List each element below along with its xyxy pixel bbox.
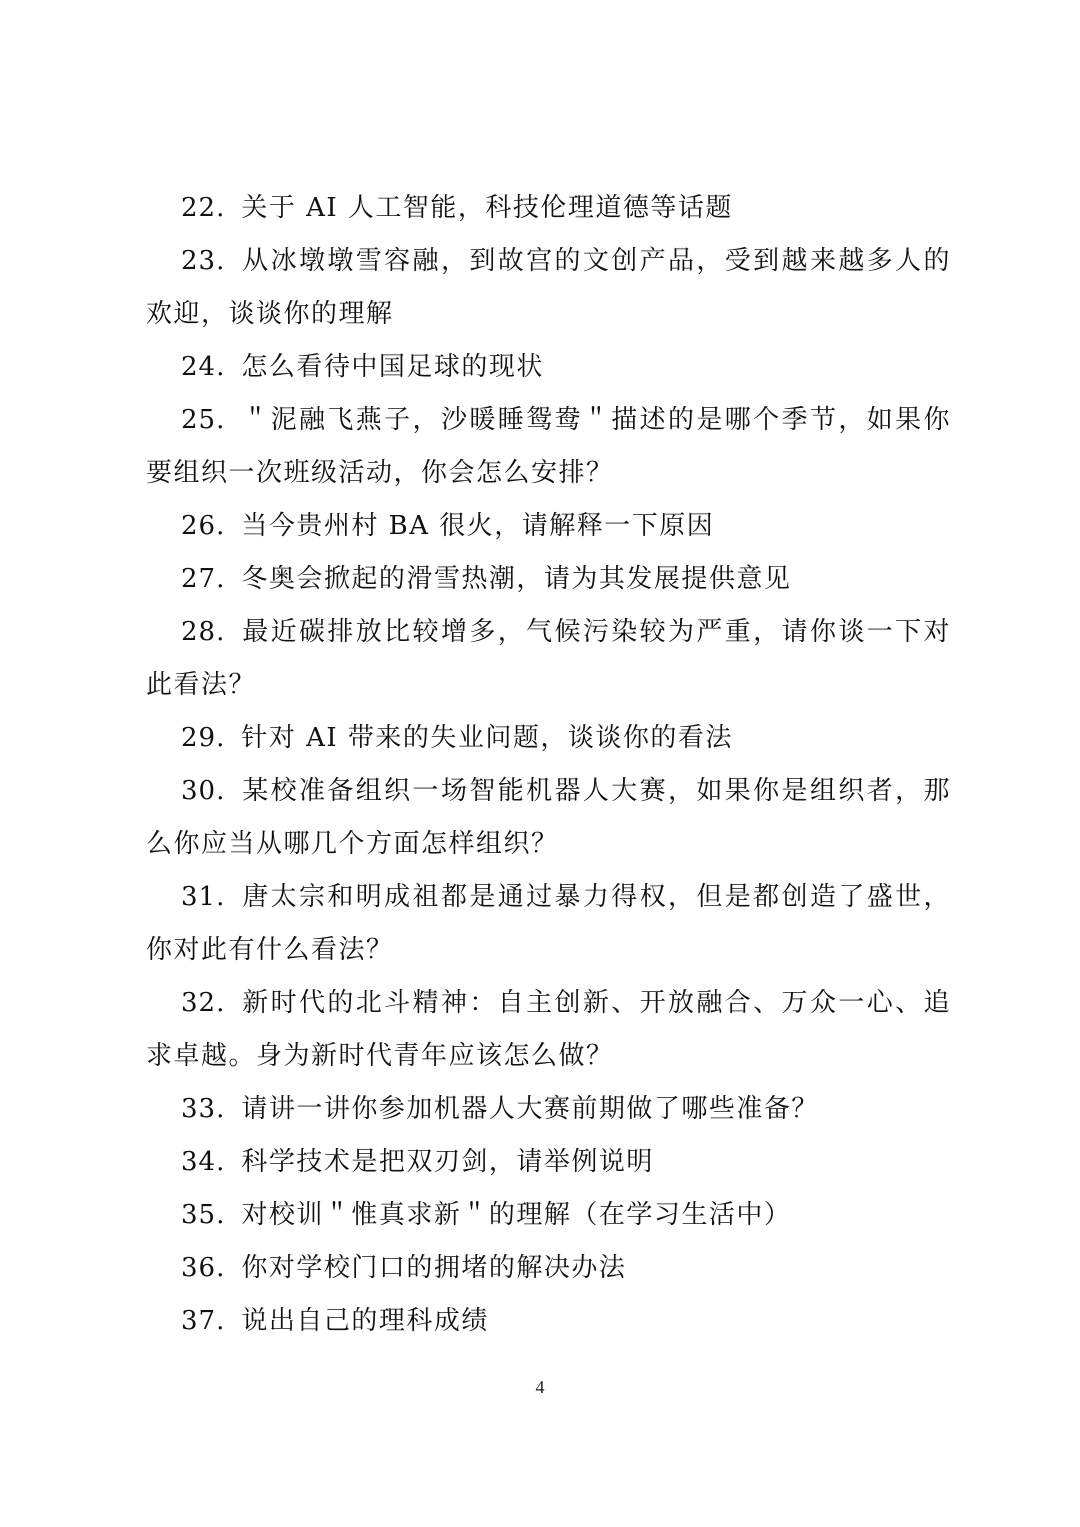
question-item (146, 765, 951, 871)
question-item (146, 712, 951, 765)
question-item (146, 1242, 951, 1295)
page-number: 4 (535, 1377, 545, 1397)
question-item (146, 1083, 951, 1136)
question-text: 对校训＂惟真求新＂的理解（在学习生活中） (241, 1200, 792, 1230)
question-text: 冬奥会掀起的滑雪热潮，请为其发展提供意见 (241, 564, 792, 594)
question-item (146, 553, 951, 606)
question-number: 25. (181, 405, 226, 435)
question-number: 32. (181, 988, 226, 1018)
question-text: 请讲一讲你参加机器人大赛前期做了哪些准备？ (241, 1094, 819, 1124)
question-number: 22. (181, 193, 226, 223)
question-text: 最近碳排放比较增多，气候污染较为严重，请你谈一下对此看法？ (146, 617, 951, 700)
question-item (146, 606, 951, 712)
question-text: 从冰墩墩雪容融，到故宫的文创产品，受到越来越多人的欢迎，谈谈你的理解 (146, 246, 951, 329)
question-number: 23. (181, 246, 226, 276)
question-text: 怎么看待中国足球的现状 (241, 352, 544, 382)
question-item (146, 182, 951, 235)
question-text: 科学技术是把双刃剑，请举例说明 (241, 1147, 654, 1177)
question-number: 37. (181, 1306, 226, 1336)
question-item (146, 977, 951, 1083)
question-number: 30. (181, 776, 226, 806)
question-number: 36. (181, 1253, 226, 1283)
question-item (146, 235, 951, 341)
question-number: 26. (181, 511, 226, 541)
question-item (146, 1189, 951, 1242)
question-item (146, 394, 951, 500)
question-text: 关于 AI 人工智能，科技伦理道德等话题 (241, 193, 733, 223)
question-number: 24. (181, 352, 226, 382)
question-number: 34. (181, 1147, 226, 1177)
question-text: 某校准备组织一场智能机器人大赛，如果你是组织者，那么你应当从哪几个方面怎样组织？ (146, 776, 951, 859)
question-number: 29. (181, 723, 226, 753)
question-item (146, 341, 951, 394)
question-item (146, 871, 951, 977)
question-number: 28. (181, 617, 226, 647)
question-number: 31. (181, 882, 226, 912)
question-item (146, 500, 951, 553)
question-number: 35. (181, 1200, 226, 1230)
question-text: 当今贵州村 BA 很火，请解释一下原因 (241, 511, 715, 541)
question-text: 唐太宗和明成祖都是通过暴力得权，但是都创造了盛世，你对此有什么看法？ (146, 882, 951, 965)
question-text: ＂泥融飞燕子，沙暖睡鸳鸯＂描述的是哪个季节，如果你要组织一次班级活动，你会怎么安排？ (146, 405, 951, 488)
question-text: 你对学校门口的拥堵的解决办法 (241, 1253, 627, 1283)
question-list (146, 182, 951, 1348)
question-number: 33. (181, 1094, 226, 1124)
question-item (146, 1295, 951, 1348)
question-text: 说出自己的理科成绩 (241, 1306, 489, 1336)
question-number: 27. (181, 564, 226, 594)
question-text: 新时代的北斗精神：自主创新、开放融合、万众一心、追求卓越。身为新时代青年应该怎么做？ (146, 988, 951, 1071)
question-item (146, 1136, 951, 1189)
question-text: 针对 AI 带来的失业问题，谈谈你的看法 (241, 723, 733, 753)
